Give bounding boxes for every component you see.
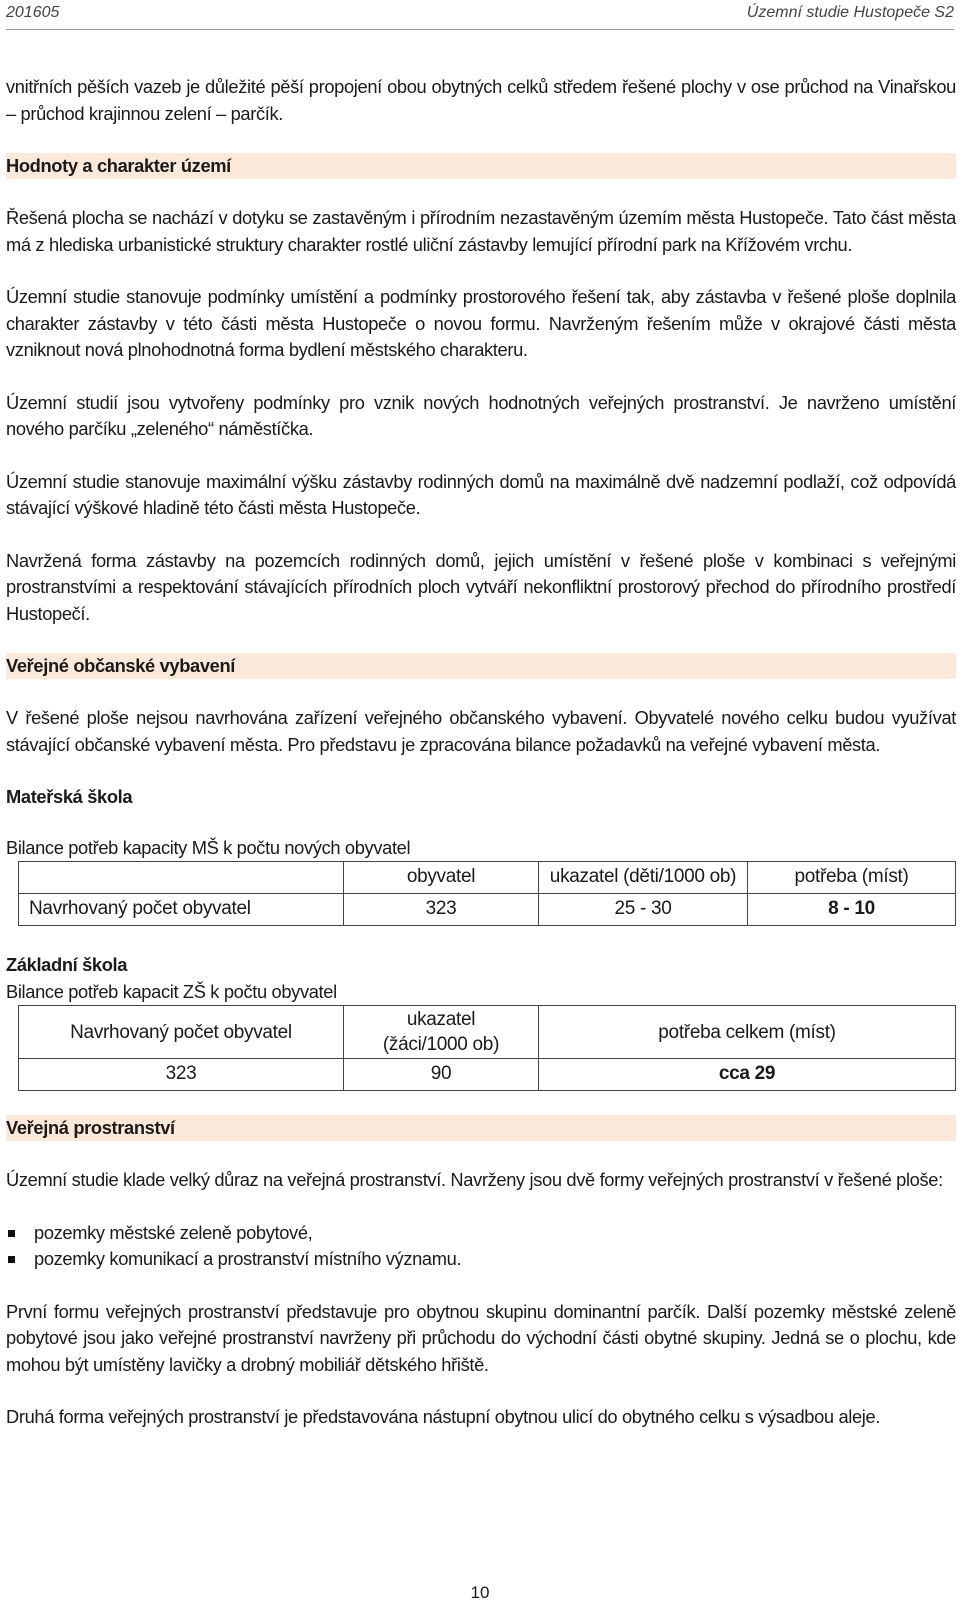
intro-paragraph: vnitřních pěších vazeb je důležité pěší propojení obou obytných celků středem řešené plochy v ose průchod na Vinařskou – průchod krajinnou zelení – parčík. [6,76,956,124]
subheading-materska-skola: Mateřská škola [6,786,133,807]
paragraph-hodnoty-3: Územní studií jsou vytvořeny podmínky pro vznik nových hodnotných veřejných prostranství. Je navrženo umístění nového parčíku „zeleného“ náměstíčka. [6,391,956,439]
table-caption-ms: Bilance potřeb kapacity MŠ k počtu nových obyvatel [6,836,411,858]
page-number: 10 [470,1583,490,1602]
paragraph-hodnoty-1: Řešená plocha se nachází v dotyku se zastavěným i přírodním nezastavěným územím města Hustopeče. Tato část města má z hlediska urbanistické struktury charakter rostlé uliční zástavby lemující přírodní park na Křížovém vrchu. [6,207,956,255]
table-header-cell: potřeba celkem (míst) [539,1006,956,1059]
table-header-cell: obyvatel [344,862,539,894]
table-cell: 323 [19,1059,344,1091]
document-number: 201605 [6,4,60,21]
table-header-row [19,862,956,894]
table-cell: Navrhovaný počet obyvatel [19,894,344,926]
page-content [6,74,956,1457]
paragraph-hodnoty-4: Územní studie stanovuje maximální výšku zástavby rodinných domů na maximálně dvě nadzemní podlaží, což odpovídá stávající výškové hladině této části města Hustopeče. [6,470,956,518]
table-caption-zs: Bilance potřeb kapacit ZŠ k počtu obyvatel [6,980,337,1002]
header-line: (žáci/1000 ob) [382,1034,500,1055]
list-item-text: pozemky komunikací a prostranství místního významu. [34,1248,462,1269]
document-title: Územní studie Hustopeče S2 [746,4,954,21]
table-header-cell: ukazatel (děti/1000 ob) [539,862,748,894]
table-row [19,894,956,926]
table-cell: cca 29 [539,1059,956,1091]
paragraph-prostranstvi-1: První formu veřejných prostranství představuje pro obytnou skupinu dominantní parčík. Další pozemky městské zeleně pobytové jsou jako veřejné prostranství navrženy při průchodu do východní části obytné skupiny. Jedná se o plochu, kde mohou být umístěny lavičky a drobný mobiliář dětského hřiště. [6,1300,956,1375]
table-header-cell: potřeba (míst) [748,862,956,894]
subheading-zakladni-skola: Základní škola [6,954,128,975]
list-item [6,1246,956,1273]
list-item [6,1220,956,1247]
paragraph-vybaveni: V řešené ploše nejsou navrhována zařízení veřejného občanského vybavení. Obyvatelé nového celku budou využívat stávající občanské vybavení města. Pro představu je zpracována bilance požadavků na veřejné vybavení města. [6,707,956,755]
table-cell: 323 [344,894,539,926]
table-header-row [19,1006,956,1059]
page-header [6,4,954,26]
header-rule [6,29,954,30]
table-row [19,1059,956,1091]
bullet-square-icon [8,1230,15,1237]
table-cell-empty [19,862,344,894]
bullet-square-icon [8,1256,15,1263]
table-ms [18,861,956,926]
paragraph-prostranstvi-intro: Územní studie klade velký důraz na veřejná prostranství. Navrženy jsou dvě formy veřejných prostranství v řešené ploše: [6,1169,943,1190]
section-heading-hodnoty: Hodnoty a charakter území [6,153,956,179]
table-cell: 90 [344,1059,539,1091]
table-zs [18,1005,956,1091]
table-cell: 25 - 30 [539,894,748,926]
table-header-cell [344,1006,539,1059]
list-item-text: pozemky městské zeleně pobytové, [34,1221,313,1243]
table-header-cell: Navrhovaný počet obyvatel [19,1006,344,1059]
paragraph-hodnoty-5: Navržená forma zástavby na pozemcích rodinných domů, jejich umístění v řešené ploše v kombinaci s veřejnými prostranstvími a respektování stávajících přírodních ploch vytváří nekonfliktní prostorový přechod do přírodního prostředí Hustopečí. [6,549,956,624]
section-heading-prostranstvi: Veřejná prostranství [6,1115,956,1141]
table-cell: 8 - 10 [748,894,956,926]
paragraph-hodnoty-2: Územní studie stanovuje podmínky umístění a podmínky prostorového řešení tak, aby zástavba v řešené ploše doplnila charakter zástavby v této části města Hustopeče o novou formu. Navrženým řešením může v okrajové části města vzniknout nová plnohodnotná forma bydlení městského charakteru. [6,286,956,360]
bullet-list [6,1220,956,1273]
header-line: ukazatel [406,1009,476,1030]
section-heading-vybaveni: Veřejné občanské vybavení [6,653,956,679]
paragraph-prostranstvi-2: Druhá forma veřejných prostranství je představována nástupní obytnou ulicí do obytného celku s výsadbou aleje. [6,1406,881,1427]
